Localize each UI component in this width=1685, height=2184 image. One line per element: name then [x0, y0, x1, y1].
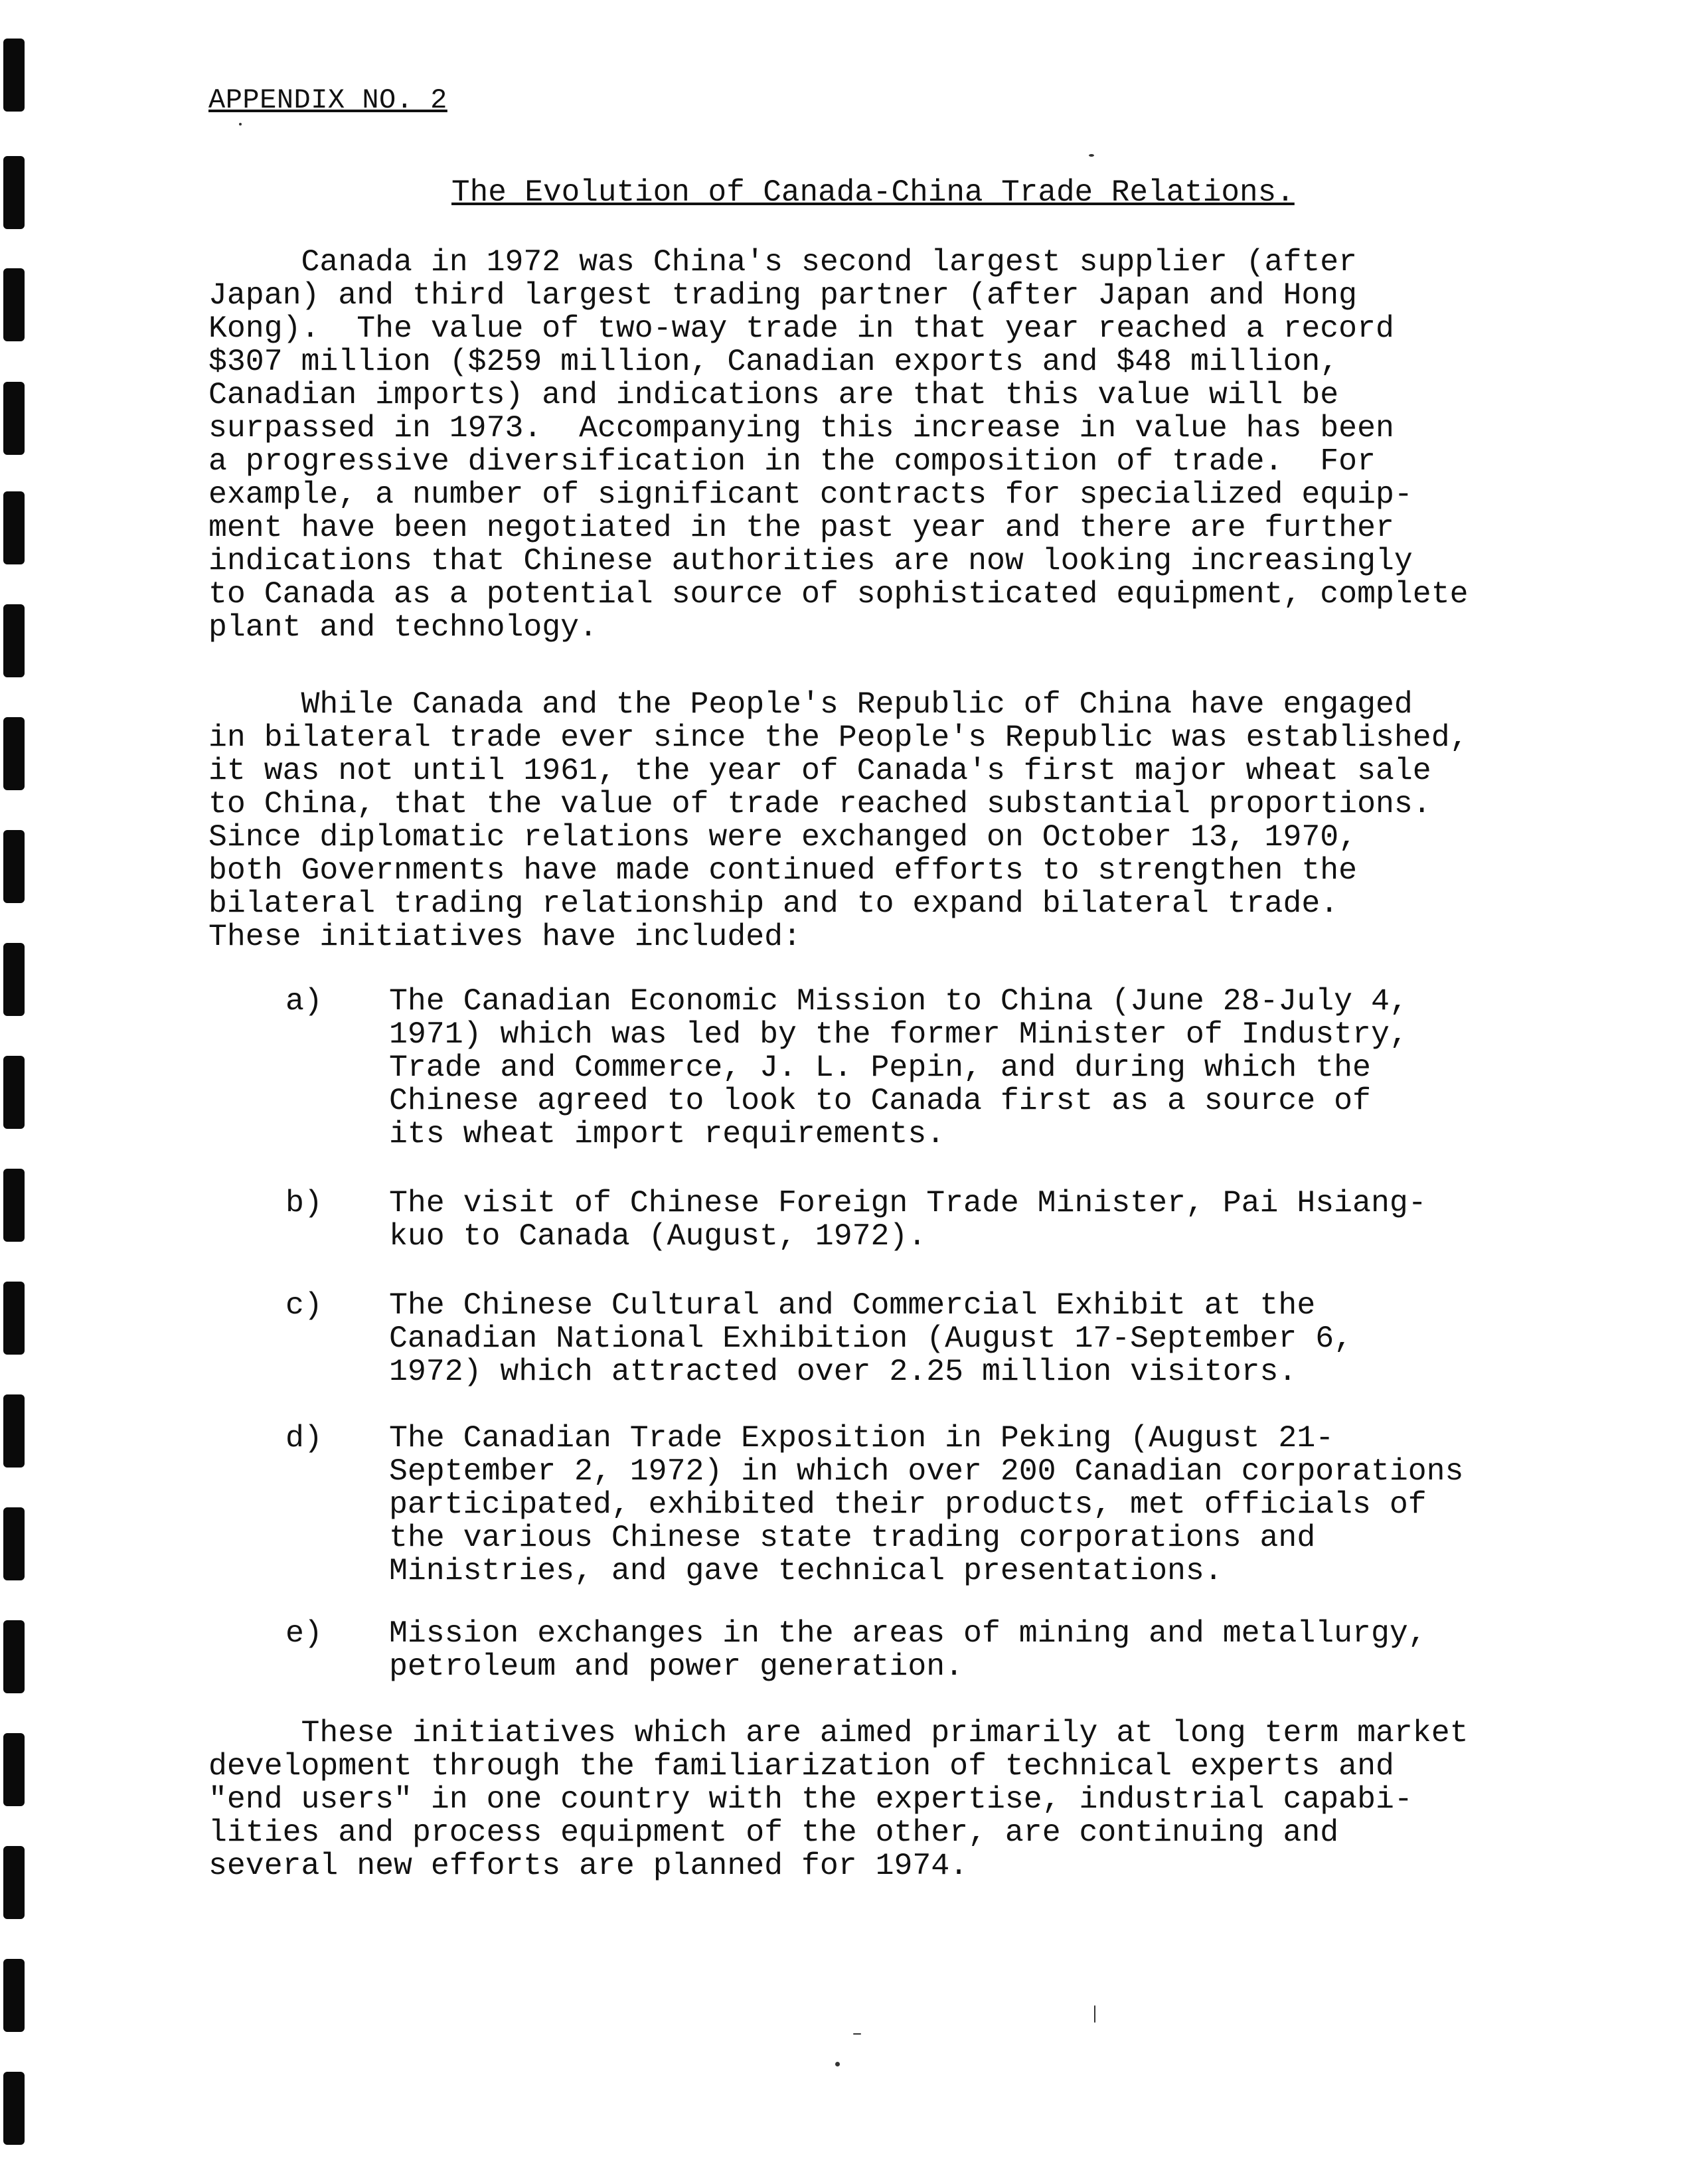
binding-hole [3, 1394, 25, 1468]
binding-hole [3, 268, 25, 341]
body-paragraph-2: While Canada and the People's Republic of China have engaged in bilateral trade ever since the People's Republic was established, it was not until 1961, the year of Canada's first major wheat sale to China, that the value of trade reached substantial proportions. Since diplomatic relations were exchanged on October 13, 1970, both Governments have made continued efforts to strengthen the bilateral trading relationship and to expand bilateral trade. These initiatives have included: [208, 687, 1469, 954]
binding-hole [3, 943, 25, 1016]
scan-speck [239, 123, 242, 126]
binding-hole [3, 39, 25, 112]
binding-hole [3, 491, 25, 564]
list-item: Mission exchanges in the areas of mining and metallurgy, petroleum and power generation. [389, 1616, 1427, 1684]
list-item: The Canadian Economic Mission to China (June 28-July 4, 1971) which was led by the former Minister of Industry, Trade and Commerce, J. L. Pepin, and during which the Chinese agreed to look to Canada first as a source of its wheat import requirements. [389, 983, 1408, 1151]
binding-hole [3, 1846, 25, 1919]
appendix-heading: APPENDIX NO. 2 [208, 84, 447, 116]
scan-speck [1089, 154, 1094, 157]
binding-hole [3, 717, 25, 790]
binding-hole [3, 830, 25, 903]
scan-speck [853, 2033, 861, 2035]
scan-speck [1094, 2005, 1095, 2023]
binding-hole [3, 604, 25, 677]
binding-hole [3, 2072, 25, 2145]
list-item-marker: a) [285, 983, 323, 1019]
binding-hole [3, 156, 25, 229]
binding-hole [3, 1169, 25, 1242]
binding-hole [3, 1733, 25, 1806]
binding-hole [3, 1620, 25, 1693]
list-item-marker: e) [285, 1616, 323, 1651]
scan-speck [835, 2062, 840, 2066]
list-item: The visit of Chinese Foreign Trade Minister, Pai Hsiang- kuo to Canada (August, 1972). [389, 1185, 1427, 1254]
list-item: The Chinese Cultural and Commercial Exhibit at the Canadian National Exhibition (August 17-September 6, 1972) which attracted over 2.25 million visitors. [389, 1288, 1353, 1389]
binding-hole [3, 382, 25, 455]
binding-hole [3, 1282, 25, 1355]
list-item-marker: c) [285, 1288, 323, 1323]
binding-hole [3, 1959, 25, 2032]
binding-hole [3, 1507, 25, 1580]
list-item-marker: b) [285, 1185, 323, 1220]
document-title: The Evolution of Canada-China Trade Relations. [451, 175, 1295, 210]
body-paragraph-1: Canada in 1972 was China's second largest supplier (after Japan) and third largest trading partner (after Japan and Hong Kong). The value of two-way trade in that year reached a record $307 million ($259 million, Canadian exports and $48 million, Canadian imports) and indications are that this value will be surpassed in 1973. Accompanying this increase in value has been a progressive diversification in the composition of trade. For example, a number of significant contracts for specialized equip- ment have been negotiated in the past year and there are further indications that Chinese authorities are now looking increasingly to Canada as a potential source of sophisticated equipment, complete plant and technology. [208, 244, 1469, 645]
list-item-marker: d) [285, 1420, 323, 1456]
binding-hole [3, 1056, 25, 1129]
body-paragraph-3: These initiatives which are aimed primarily at long term market development through the familiarization of technical experts and "end users" in one country with the expertise, industrial capabi- lities and process equipment of the other, are continuing and several new efforts are planned for 1974. [208, 1715, 1469, 1883]
list-item: The Canadian Trade Exposition in Peking (August 21- September 2, 1972) in which over 200 Canadian corporations participated, exhibited their products, met officials of the various Chinese state trading corporations and Ministries, and gave technical presentations. [389, 1420, 1464, 1588]
